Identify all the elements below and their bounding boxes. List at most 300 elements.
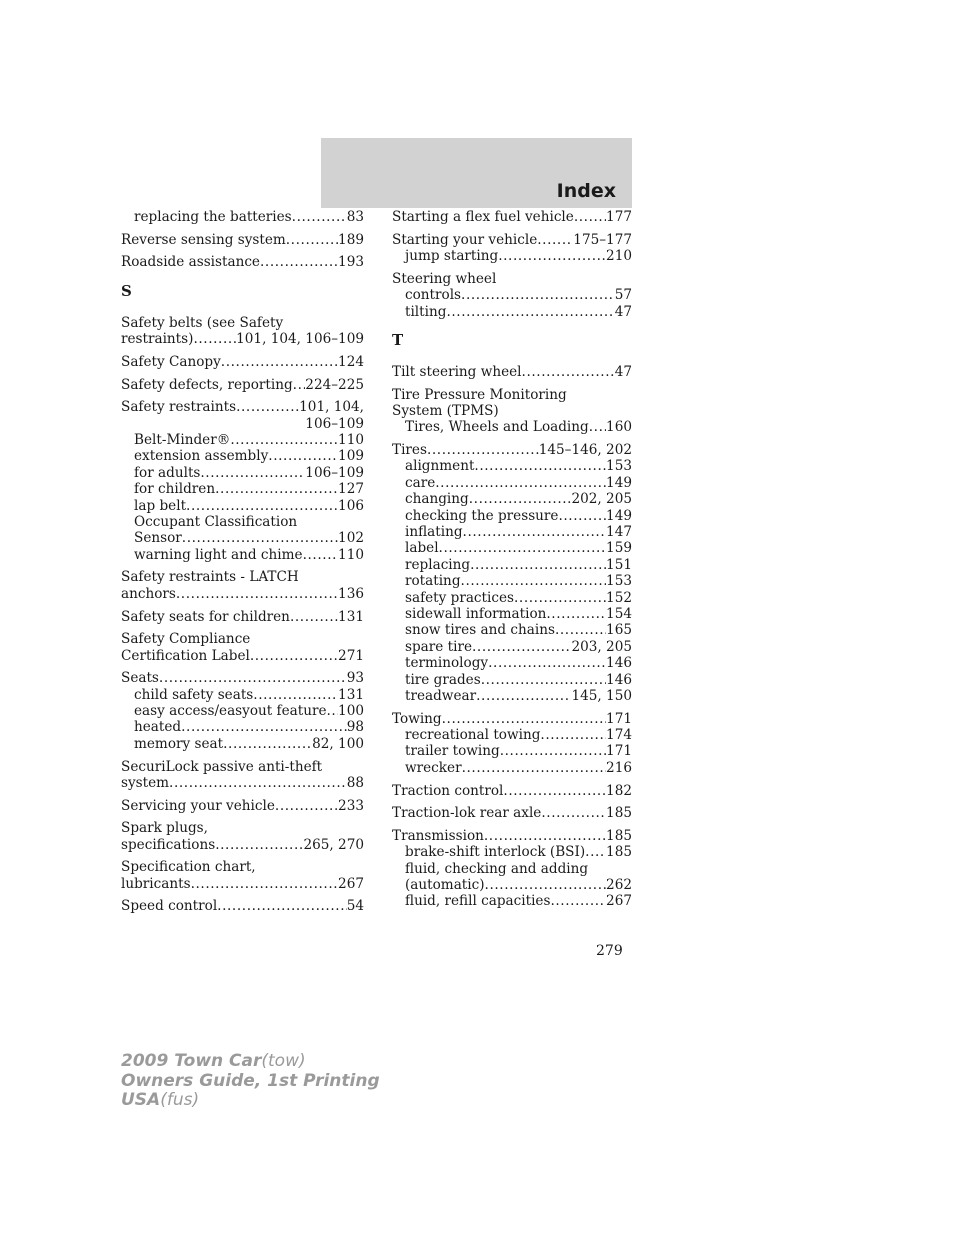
index-subentry bbox=[392, 458, 632, 474]
index-term: fluid, checking and adding bbox=[405, 860, 589, 877]
index-entry-line bbox=[121, 820, 364, 836]
index-term: fluid, refill capacities bbox=[405, 893, 551, 910]
print-footer bbox=[121, 1052, 380, 1111]
dot-leader bbox=[176, 586, 338, 602]
index-page-ref: 151 bbox=[606, 556, 632, 573]
index-subentry bbox=[392, 639, 632, 655]
index-entry-line bbox=[121, 331, 364, 347]
dot-leader bbox=[481, 672, 606, 688]
dot-leader bbox=[462, 760, 606, 776]
index-page-ref: 216 bbox=[606, 759, 632, 776]
index-page-ref: 153 bbox=[606, 573, 632, 590]
index-subentry bbox=[121, 736, 364, 752]
index-term: Sensor bbox=[134, 530, 182, 547]
index-term: wrecker bbox=[405, 759, 462, 776]
dot-leader bbox=[558, 508, 606, 524]
index-entry bbox=[121, 670, 364, 752]
index-entry bbox=[121, 209, 364, 225]
index-term: Specification chart, bbox=[121, 859, 256, 876]
index-entry bbox=[121, 232, 364, 248]
index-page-ref: 101, 104, 106–109 bbox=[236, 331, 364, 348]
index-entry-line bbox=[392, 783, 632, 799]
index-page-ref: 185 bbox=[606, 827, 632, 844]
dot-leader bbox=[286, 232, 338, 248]
index-page-ref: 185 bbox=[606, 844, 632, 861]
index-page-ref: 109 bbox=[338, 448, 364, 465]
dot-leader bbox=[503, 783, 606, 799]
index-page-ref: 98 bbox=[346, 719, 364, 736]
index-term: Safety Compliance bbox=[121, 631, 251, 648]
index-subentry bbox=[392, 304, 632, 320]
dot-leader bbox=[292, 209, 347, 225]
dot-leader bbox=[469, 491, 572, 507]
index-page-ref: 267 bbox=[338, 875, 364, 892]
index-term: Reverse sensing system bbox=[121, 231, 286, 248]
index-page-ref: 127 bbox=[338, 481, 364, 498]
dot-leader bbox=[589, 419, 606, 435]
index-term: anchors bbox=[121, 585, 176, 602]
index-column-right bbox=[392, 209, 632, 916]
index-entry-line bbox=[121, 631, 364, 647]
index-term: brake-shift interlock (BSI) bbox=[405, 844, 586, 861]
index-subentry bbox=[392, 287, 632, 303]
index-term: care bbox=[405, 474, 436, 491]
index-page-ref: 175–177 bbox=[573, 231, 632, 248]
index-page-ref: 271 bbox=[338, 647, 364, 664]
footer-printing: Owners Guide, 1st Printing bbox=[121, 1070, 380, 1091]
index-letter-heading: T bbox=[392, 330, 404, 349]
index-letter-heading: S bbox=[121, 281, 132, 300]
index-subentry bbox=[392, 727, 632, 743]
index-page-ref: 153 bbox=[606, 458, 632, 475]
index-page-ref: 171 bbox=[606, 710, 632, 727]
index-entry bbox=[121, 377, 364, 393]
index-term: rotating bbox=[405, 573, 461, 590]
index-term: safety practices bbox=[405, 589, 514, 606]
index-subentry bbox=[392, 861, 632, 877]
index-subentry bbox=[121, 448, 364, 464]
dot-leader bbox=[427, 442, 539, 458]
index-entry-line bbox=[392, 271, 632, 287]
index-entry bbox=[392, 364, 632, 380]
index-term: Starting a flex fuel vehicle bbox=[392, 209, 574, 225]
index-page-ref: 146 bbox=[606, 671, 632, 688]
index-entry-line bbox=[121, 569, 364, 585]
index-term: Certification Label bbox=[121, 647, 250, 664]
index-entry-line bbox=[121, 315, 364, 331]
index-entry-line bbox=[121, 859, 364, 875]
index-subentry bbox=[392, 622, 632, 638]
index-term: heated bbox=[134, 719, 182, 736]
index-page-ref: 149 bbox=[606, 474, 632, 491]
dot-leader bbox=[546, 606, 606, 622]
dot-leader bbox=[182, 530, 338, 546]
index-entry bbox=[121, 354, 364, 370]
index-entry-line bbox=[392, 403, 632, 419]
index-entry-line bbox=[392, 828, 632, 844]
index-page-ref: 202, 205 bbox=[571, 491, 632, 508]
index-page-ref: 93 bbox=[346, 670, 364, 687]
index-page-ref: 124 bbox=[338, 353, 364, 370]
index-term: Safety belts (see Safety bbox=[121, 314, 284, 331]
index-entry-line bbox=[121, 798, 364, 814]
index-page-ref: 88 bbox=[346, 774, 364, 791]
index-term: child safety seats bbox=[134, 686, 254, 703]
index-entry-line bbox=[121, 586, 364, 602]
index-entry-line bbox=[121, 416, 364, 432]
dot-leader bbox=[470, 557, 606, 573]
index-page-ref: 106–109 bbox=[305, 415, 364, 432]
footer-market-code: (fus) bbox=[160, 1090, 200, 1110]
index-term: extension assembly bbox=[134, 448, 269, 465]
index-term: terminology bbox=[405, 655, 489, 672]
index-subentry bbox=[392, 590, 632, 606]
index-term: Seats bbox=[121, 670, 159, 687]
index-page-ref: 82, 100 bbox=[312, 735, 364, 752]
index-subentry bbox=[121, 481, 364, 497]
index-entry bbox=[392, 442, 632, 704]
index-entry-line bbox=[121, 399, 364, 415]
dot-leader bbox=[215, 837, 303, 853]
dot-leader bbox=[463, 524, 607, 540]
index-entry bbox=[392, 271, 632, 320]
dot-leader bbox=[327, 703, 339, 719]
index-page-ref: 100 bbox=[338, 703, 364, 720]
dot-leader bbox=[159, 670, 347, 686]
dot-leader bbox=[215, 481, 338, 497]
index-subentry bbox=[392, 893, 632, 909]
index-term: jump starting bbox=[405, 248, 499, 265]
index-entry bbox=[121, 820, 364, 853]
index-term: snow tires and chains bbox=[405, 622, 555, 639]
index-term: Roadside assistance bbox=[121, 254, 260, 271]
dot-leader bbox=[442, 711, 606, 727]
index-term: Servicing your vehicle bbox=[121, 797, 275, 814]
index-entry-line bbox=[121, 609, 364, 625]
index-page-ref: 149 bbox=[606, 507, 632, 524]
index-entry-line bbox=[121, 837, 364, 853]
index-term: Tires, Wheels and Loading bbox=[405, 419, 589, 436]
dot-leader bbox=[290, 609, 338, 625]
index-column-left bbox=[121, 209, 364, 921]
index-page-ref: 106 bbox=[338, 497, 364, 514]
index-subentry bbox=[392, 419, 632, 435]
index-subentry bbox=[121, 209, 364, 225]
index-term: replacing the batteries bbox=[134, 209, 292, 225]
index-page-ref: 189 bbox=[338, 231, 364, 248]
index-term: Towing bbox=[392, 710, 442, 727]
index-entry-line bbox=[121, 232, 364, 248]
index-term: lap belt bbox=[134, 497, 187, 514]
index-subentry bbox=[392, 524, 632, 540]
index-term: Safety seats for children bbox=[121, 608, 290, 625]
index-page-ref: 193 bbox=[338, 254, 364, 271]
index-term: Traction-lok rear axle bbox=[392, 805, 542, 822]
index-term: memory seat bbox=[134, 735, 224, 752]
index-subentry bbox=[392, 491, 632, 507]
index-term: for adults bbox=[134, 464, 201, 481]
dot-leader bbox=[191, 876, 338, 892]
index-subentry bbox=[392, 540, 632, 556]
index-term: Starting your vehicle bbox=[392, 231, 538, 248]
index-page-ref: 265, 270 bbox=[303, 836, 364, 853]
dot-leader bbox=[181, 719, 347, 735]
index-entry bbox=[392, 783, 632, 799]
index-entry-line bbox=[392, 209, 632, 225]
index-term: Tires bbox=[392, 442, 427, 459]
dot-leader bbox=[250, 648, 338, 664]
index-entry bbox=[121, 569, 364, 602]
dot-leader bbox=[186, 498, 338, 514]
index-term: Belt-Minder® bbox=[134, 432, 231, 448]
index-entry bbox=[392, 805, 632, 821]
index-term: (automatic) bbox=[405, 877, 485, 894]
footer-line-1 bbox=[121, 1052, 380, 1072]
index-subentry bbox=[392, 672, 632, 688]
index-term: warning light and chime bbox=[134, 546, 303, 563]
index-entry bbox=[121, 859, 364, 892]
index-subentry bbox=[392, 844, 632, 860]
index-entry-line bbox=[392, 442, 632, 458]
dot-leader bbox=[221, 354, 338, 370]
index-page-ref: 182 bbox=[606, 782, 632, 799]
index-entry bbox=[392, 828, 632, 910]
index-term: easy access/easyout feature bbox=[134, 703, 327, 720]
index-term: Occupant Classification bbox=[134, 513, 298, 530]
index-page-ref: 131 bbox=[338, 686, 364, 703]
dot-leader bbox=[574, 209, 606, 225]
dot-leader bbox=[585, 844, 606, 860]
index-page-ref: 262 bbox=[606, 877, 632, 894]
dot-leader bbox=[223, 736, 312, 752]
index-subentry bbox=[392, 606, 632, 622]
dot-leader bbox=[217, 898, 347, 914]
index-page-ref: 110 bbox=[338, 546, 364, 563]
index-entry bbox=[121, 315, 364, 348]
index-term: tilting bbox=[405, 303, 447, 320]
index-subentry bbox=[392, 688, 632, 704]
dot-leader bbox=[514, 590, 606, 606]
index-page-ref: 165 bbox=[606, 622, 632, 639]
index-page-ref: 174 bbox=[606, 727, 632, 744]
dot-leader bbox=[540, 727, 606, 743]
index-term: Safety Canopy bbox=[121, 353, 221, 370]
index-subentry bbox=[392, 573, 632, 589]
index-entry-line bbox=[121, 775, 364, 791]
index-page-ref: 131 bbox=[338, 608, 364, 625]
index-term: Traction control bbox=[392, 782, 504, 799]
index-subentry bbox=[121, 432, 364, 448]
index-page-ref: 160 bbox=[606, 419, 632, 436]
dot-leader bbox=[236, 399, 299, 415]
dot-leader bbox=[439, 540, 607, 556]
index-entry bbox=[121, 254, 364, 270]
dot-leader bbox=[541, 805, 606, 821]
index-term: Spark plugs, bbox=[121, 820, 208, 837]
index-subentry bbox=[392, 760, 632, 776]
index-subentry bbox=[121, 530, 364, 546]
index-entry-line bbox=[392, 364, 632, 380]
dot-leader bbox=[293, 377, 306, 393]
dot-leader bbox=[193, 331, 236, 347]
index-term: specifications bbox=[121, 836, 216, 853]
index-entry bbox=[121, 609, 364, 625]
index-term: lubricants bbox=[121, 875, 191, 892]
index-entry-line bbox=[121, 759, 364, 775]
index-page-ref: 101, 104, bbox=[299, 399, 364, 416]
section-header-band bbox=[321, 138, 632, 208]
dot-leader bbox=[461, 573, 607, 589]
index-page-ref: 152 bbox=[606, 589, 632, 606]
index-term: Safety restraints - LATCH bbox=[121, 569, 299, 586]
dot-leader bbox=[446, 304, 614, 320]
section-title: Index bbox=[556, 180, 616, 202]
footer-market: USA bbox=[121, 1090, 161, 1110]
index-term: restraints) bbox=[121, 331, 194, 348]
index-entry bbox=[392, 711, 632, 777]
index-page-ref: 146 bbox=[606, 655, 632, 672]
index-entry-line bbox=[392, 805, 632, 821]
index-term: Transmission bbox=[392, 827, 484, 844]
index-term: system bbox=[121, 774, 170, 791]
index-entry-line bbox=[121, 377, 364, 393]
index-page-ref: 102 bbox=[338, 530, 364, 547]
index-term: trailer towing bbox=[405, 743, 500, 760]
index-entry-line bbox=[121, 254, 364, 270]
dot-leader bbox=[537, 232, 573, 248]
index-page-ref: 177 bbox=[606, 209, 632, 225]
index-page-ref: 57 bbox=[614, 287, 632, 304]
dot-leader bbox=[500, 743, 606, 759]
dot-leader bbox=[268, 448, 338, 464]
index-term: Safety defects, reporting bbox=[121, 376, 293, 393]
index-page-ref: 203, 205 bbox=[571, 638, 632, 655]
dot-leader bbox=[485, 877, 607, 893]
dot-leader bbox=[472, 639, 571, 655]
index-term: recreational towing bbox=[405, 727, 541, 744]
index-term: Steering wheel bbox=[392, 270, 497, 287]
index-page-ref: 154 bbox=[606, 606, 632, 622]
index-term: sidewall information bbox=[405, 606, 547, 622]
index-entry-line bbox=[121, 648, 364, 664]
footer-line-3 bbox=[121, 1091, 380, 1111]
dot-leader bbox=[200, 465, 305, 481]
index-subentry bbox=[392, 557, 632, 573]
index-page-ref: 185 bbox=[606, 805, 632, 822]
index-subentry bbox=[121, 719, 364, 735]
index-term: Speed control bbox=[121, 898, 218, 915]
dot-leader bbox=[275, 798, 338, 814]
index-entry bbox=[392, 387, 632, 436]
index-entry-line bbox=[392, 232, 632, 248]
index-subentry bbox=[392, 877, 632, 893]
index-page-ref: 147 bbox=[606, 524, 632, 541]
index-term: SecuriLock passive anti-theft bbox=[121, 758, 323, 775]
index-subentry bbox=[121, 514, 364, 530]
index-term: Safety restraints bbox=[121, 399, 237, 416]
index-page-ref: 224–225 bbox=[305, 376, 364, 393]
index-page-ref: 47 bbox=[614, 363, 632, 380]
footer-model-code: (tow) bbox=[261, 1051, 306, 1071]
index-subentry bbox=[121, 703, 364, 719]
dot-leader bbox=[435, 475, 606, 491]
index-subentry bbox=[392, 475, 632, 491]
dot-leader bbox=[498, 248, 606, 264]
dot-leader bbox=[476, 688, 571, 704]
index-term: checking the pressure bbox=[405, 507, 559, 524]
index-term: label bbox=[405, 540, 439, 557]
index-entry-line bbox=[121, 898, 364, 914]
index-term: changing bbox=[405, 491, 469, 508]
index-page-ref: 210 bbox=[606, 248, 632, 265]
index-subentry bbox=[121, 498, 364, 514]
dot-leader bbox=[253, 687, 338, 703]
index-entry-line bbox=[121, 670, 364, 686]
index-page-ref: 110 bbox=[338, 432, 364, 448]
footer-model: 2009 Town Car bbox=[121, 1051, 262, 1071]
index-subentry bbox=[392, 248, 632, 264]
index-page-ref: 159 bbox=[606, 540, 632, 557]
page-number: 279 bbox=[596, 943, 623, 959]
index-entry bbox=[121, 759, 364, 792]
dot-leader bbox=[461, 287, 615, 303]
index-page-ref: 136 bbox=[338, 585, 364, 602]
index-page-ref: 47 bbox=[614, 303, 632, 320]
index-term: System (TPMS) bbox=[392, 403, 499, 420]
index-term: inflating bbox=[405, 524, 463, 541]
index-page-ref: 145–146, 202 bbox=[538, 442, 632, 459]
index-page-ref: 106–109 bbox=[305, 464, 364, 481]
dot-leader bbox=[260, 254, 338, 270]
index-entry-line bbox=[392, 711, 632, 727]
index-page-ref: 83 bbox=[346, 209, 364, 225]
index-entry bbox=[121, 631, 364, 664]
index-subentry bbox=[121, 687, 364, 703]
index-page-ref: 233 bbox=[338, 797, 364, 814]
index-term: tire grades bbox=[405, 671, 481, 688]
dot-leader bbox=[230, 432, 338, 448]
index-entry-line bbox=[392, 387, 632, 403]
dot-leader bbox=[169, 775, 347, 791]
dot-leader bbox=[522, 364, 615, 380]
index-term: controls bbox=[405, 287, 462, 304]
index-term: Tilt steering wheel bbox=[392, 363, 522, 380]
index-page-ref: 54 bbox=[346, 898, 364, 915]
index-subentry bbox=[121, 547, 364, 563]
index-subentry bbox=[392, 508, 632, 524]
index-entry bbox=[392, 232, 632, 265]
index-term: Tire Pressure Monitoring bbox=[392, 386, 567, 403]
dot-leader bbox=[484, 828, 606, 844]
dot-leader bbox=[488, 655, 606, 671]
index-term: for children bbox=[134, 481, 216, 498]
index-entry bbox=[392, 209, 632, 225]
dot-leader bbox=[550, 893, 606, 909]
footer-line-2 bbox=[121, 1072, 380, 1092]
index-entry bbox=[121, 898, 364, 914]
index-subentry bbox=[121, 465, 364, 481]
index-entry-line bbox=[121, 354, 364, 370]
dot-leader bbox=[474, 458, 606, 474]
index-subentry bbox=[392, 655, 632, 671]
index-page-ref: 171 bbox=[606, 743, 632, 760]
index-term: alignment bbox=[405, 458, 475, 475]
dot-leader bbox=[555, 622, 606, 638]
index-entry bbox=[121, 798, 364, 814]
index-term: replacing bbox=[405, 556, 471, 573]
index-subentry bbox=[392, 743, 632, 759]
index-entry bbox=[121, 399, 364, 563]
